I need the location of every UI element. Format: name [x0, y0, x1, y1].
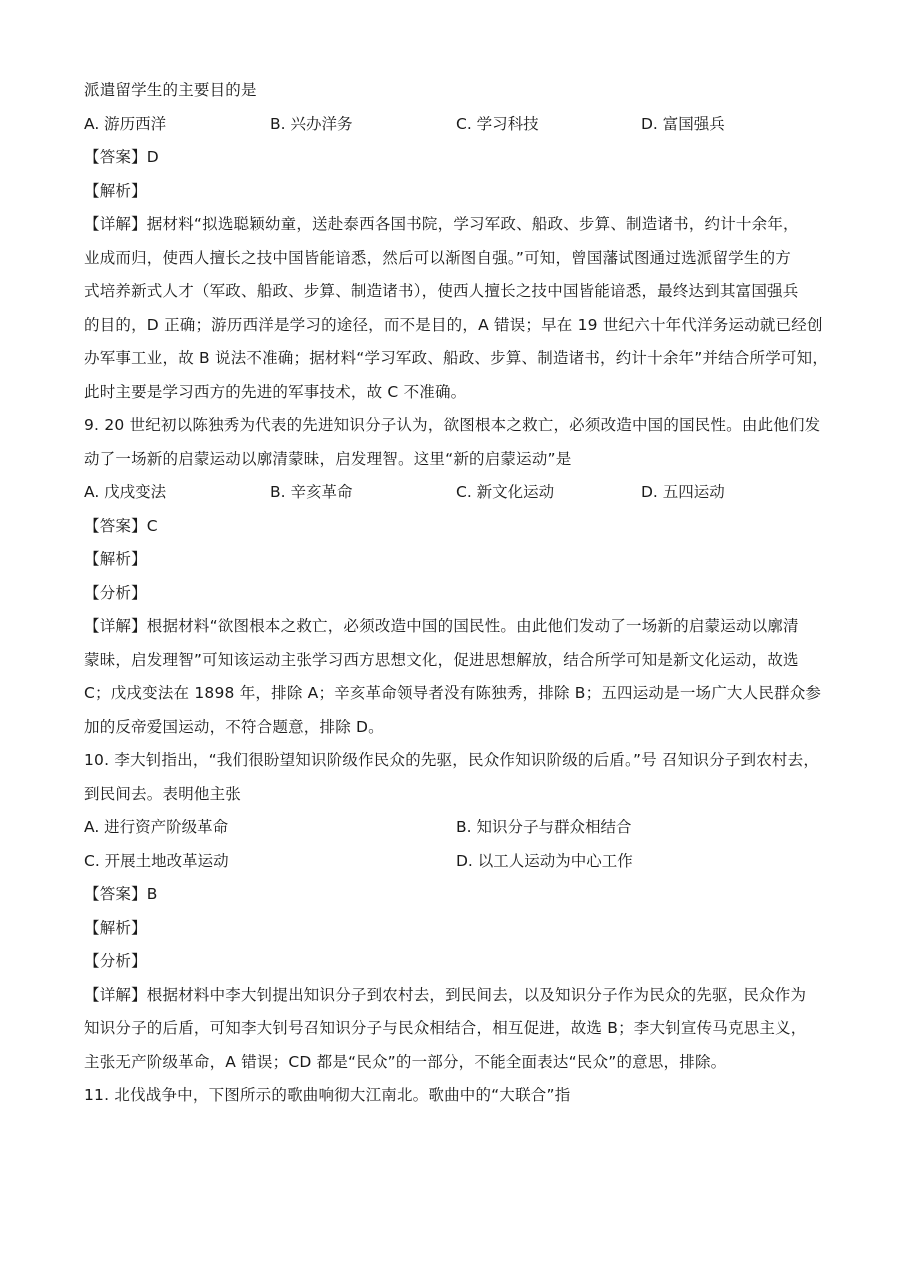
- q8-answer: 【答案】D: [84, 148, 159, 166]
- q8-options: [84, 108, 836, 142]
- q8-detail-line: 业成而归，使西人擅长之技中国皆能谙悉，然后可以渐图自强。”可知，曾国藩试图通过选派留学生的方: [84, 248, 791, 267]
- q9-stem-line: 9. 20 世纪初以陈独秀为代表的先进知识分子认为，欲图根本之救亡，必须改造中国的国民性。由此他们发: [84, 416, 821, 434]
- q8-detail-line: 的目的，D 正确；游历西洋是学习的途径，而不是目的，A 错误；早在 19 世纪六十年代洋务运动就已经创: [84, 315, 823, 334]
- q9-detail-line: C；戊戌变法在 1898 年，排除 A；辛亥革命领导者没有陈独秀，排除 B；五四运动是一场广大人民群众参: [84, 684, 822, 702]
- q9-answer: 【答案】C: [84, 516, 158, 535]
- q10-fenxi-label: 【分析】: [84, 952, 147, 970]
- q9-option-a: A. 戊戌变法: [84, 483, 167, 501]
- q9-stem-line: 动了一场新的启蒙运动以廓清蒙昧，启发理智。这里“新的启蒙运动”是: [84, 449, 572, 468]
- exam-page: [84, 74, 836, 1113]
- q10-options-row: [84, 811, 836, 845]
- q8-detail-line: 式培养新式人才（军政、船政、步算、制造诸书），使西人擅长之技中国皆能谙悉，最终达到其富国强兵: [84, 282, 799, 300]
- q10-stem-line: 10. 李大钊指出，“我们很盼望知识阶级作民众的先驱，民众作知识阶级的后盾。”号 召知识分子到农村去，: [84, 751, 820, 769]
- q9-fenxi-label: 【分析】: [84, 583, 147, 602]
- q9-options: [84, 476, 836, 510]
- q8-detail-line: 办军事工业，故 B 说法不准确；据材料“学习军政、船政、步算、制造诸书，约计十余年”并结合所学可知，: [84, 349, 829, 367]
- q10-analysis-label: 【解析】: [84, 918, 147, 937]
- q8-option-d: D. 富国强兵: [641, 114, 725, 133]
- q9-detail-line: 加的反帝爱国运动，不符合题意，排除 D。: [84, 717, 384, 736]
- q9-detail-line: 【详解】根据材料“欲图根本之救亡，必须改造中国的国民性。由此他们发动了一场新的启蒙运动以廓清: [84, 617, 799, 635]
- q9-detail-line: 蒙昧，启发理智”可知该运动主张学习西方思想文化，促进思想解放，结合所学可知是新文化运动，故选: [84, 650, 799, 669]
- q8-detail-line: 此时主要是学习西方的先进的军事技术，故 C 不准确。: [84, 382, 467, 401]
- q10-option-d: D. 以工人运动为中心工作: [456, 851, 633, 870]
- q10-detail-line: 知识分子的后盾，可知李大钊号召知识分子与民众相结合，相互促进，故选 B；李大钊宣传马克思主义，: [84, 1019, 807, 1037]
- q10-detail-line: 主张无产阶级革命，A 错误；CD 都是“民众”的一部分，不能全面表达“民众”的意思，排除。: [84, 1052, 727, 1071]
- q10-detail-line: 【详解】根据材料中李大钊提出知识分子到农村去，到民间去，以及知识分子作为民众的先驱，民众作为: [84, 985, 807, 1004]
- q8-option-b: B. 兴办洋务: [270, 114, 353, 133]
- q8-option-a: A. 游历西洋: [84, 114, 167, 133]
- q8-option-c: C. 学习科技: [456, 114, 539, 133]
- q10-options-row: [84, 845, 836, 879]
- q10-option-a: A. 进行资产阶级革命: [84, 818, 229, 836]
- q9-option-d: D. 五四运动: [641, 483, 725, 501]
- q10-option-b: B. 知识分子与群众相结合: [456, 818, 632, 836]
- q9-analysis-label: 【解析】: [84, 550, 147, 568]
- q9-option-b: B. 辛亥革命: [270, 483, 353, 501]
- q8-detail-line: 【详解】据材料“拟选聪颖幼童，送赴泰西各国书院，学习军政、船政、步算、制造诸书，约计十余年，: [84, 215, 799, 233]
- q10-stem-line: 到民间去。表明他主张: [84, 784, 242, 803]
- q8-stem-tail: 派遣留学生的主要目的是: [84, 81, 257, 99]
- q10-answer: 【答案】B: [84, 885, 158, 903]
- q11-stem: 11. 北伐战争中，下图所示的歌曲响彻大江南北。歌曲中的“大联合”指: [84, 1086, 571, 1104]
- q8-analysis-label: 【解析】: [84, 181, 147, 200]
- q10-option-c: C. 开展土地改革运动: [84, 851, 229, 870]
- q9-option-c: C. 新文化运动: [456, 483, 555, 501]
